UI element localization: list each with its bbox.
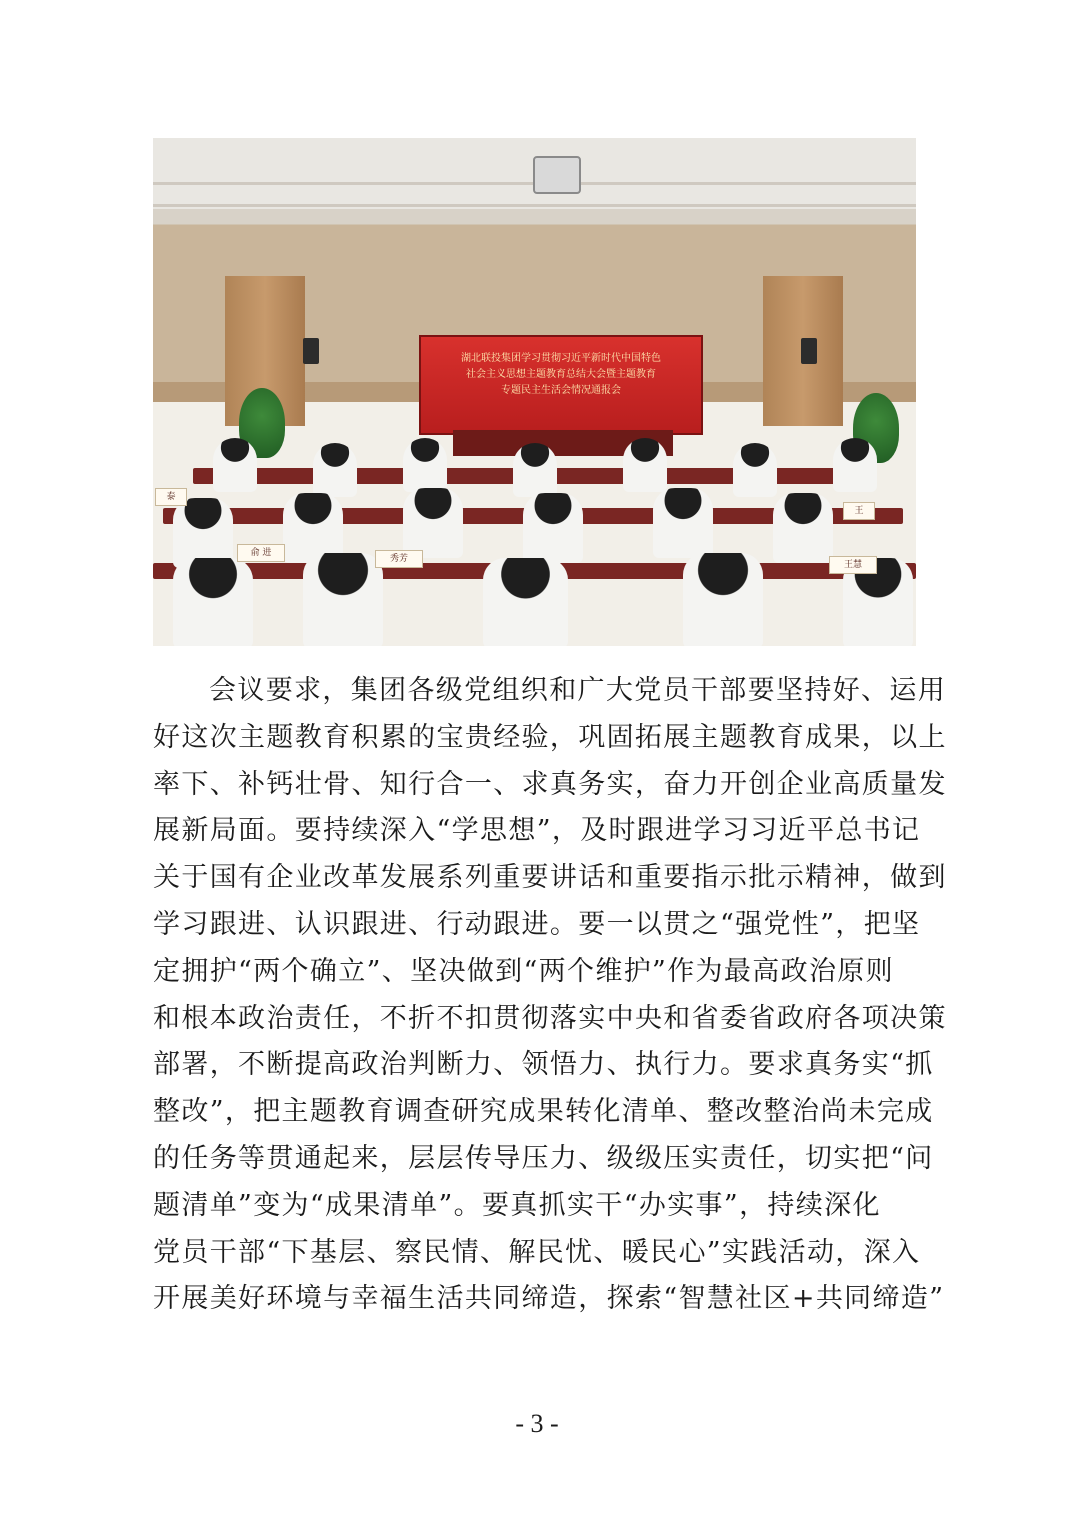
attendee: [513, 443, 557, 497]
attendee: [683, 553, 763, 646]
attendee: [403, 438, 447, 492]
banner-line: 专题民主生活会情况通报会: [501, 385, 621, 396]
nameplate: 秀芳: [375, 550, 423, 568]
article-body: [153, 668, 947, 1323]
body-line: 展新局面。要持续深入“学思想”，及时跟进学习习近平总书记: [153, 815, 921, 847]
attendee: [403, 488, 463, 558]
nameplate: 王慧: [829, 556, 877, 574]
attendee: [623, 438, 667, 492]
body-line: 开展美好环境与幸福生活共同缔造，探索“智慧社区+共同缔造”: [153, 1283, 945, 1315]
attendee: [173, 558, 253, 646]
body-line: 定拥护“两个确立”、坚决做到“两个维护”作为最高政治原则: [153, 955, 895, 987]
body-line: 部署，不断提高政治判断力、领悟力、执行力。要求真务实“抓: [153, 1049, 934, 1081]
body-line: 题清单”变为“成果清单”。要真抓实干“办实事”，持续深化: [153, 1189, 881, 1221]
speaker: [801, 338, 817, 364]
body-line: 党员干部“下基层、察民情、解民忧、暖民心”实践活动，深入: [153, 1236, 921, 1268]
body-line: 的任务等贯通起来，层层传导压力、级级压实责任，切实把“问: [153, 1142, 934, 1174]
nameplate: 泰: [155, 488, 187, 506]
body-line: 和根本政治责任，不折不扣贯彻落实中央和省委省政府各项决策: [153, 1002, 947, 1034]
banner-line: 湖北联投集团学习贯彻习近平新时代中国特色: [461, 353, 661, 364]
nameplate: 俞 进: [237, 544, 285, 562]
attendee: [653, 488, 713, 558]
attendee: [773, 493, 833, 563]
ceiling-camera: [533, 156, 581, 194]
attendee: [213, 438, 257, 492]
body-line: 好这次主题教育积累的宝贵经验，巩固拓展主题教育成果，以上: [153, 721, 947, 753]
body-line: 会议要求，集团各级党组织和广大党员干部要坚持好、运用: [209, 675, 947, 706]
attendee: [523, 493, 583, 563]
attendee: [303, 553, 383, 646]
body-line: 学习跟进、认识跟进、行动跟进。要一以贯之“强党性”，把坚: [153, 908, 921, 940]
nameplate: 王: [843, 502, 875, 520]
meeting-photo: [153, 138, 916, 646]
attendee: [483, 558, 568, 646]
page-number: - 3 -: [515, 1409, 559, 1438]
body-line: 率下、补钙壮骨、知行合一、求真务实，奋力开创企业高质量发: [153, 768, 947, 800]
attendee: [733, 443, 777, 497]
speaker: [303, 338, 319, 364]
ceiling-beam: [153, 204, 916, 207]
banner-line: 社会主义思想主题教育总结大会暨主题教育: [466, 369, 656, 380]
attendee: [833, 438, 877, 492]
meeting-banner-screen: [419, 335, 703, 435]
body-line: 整改”，把主题教育调查研究成果转化清单、整改整治尚未完成: [153, 1096, 934, 1128]
body-line: 关于国有企业改革发展系列重要讲话和重要指示批示精神，做到: [153, 862, 947, 894]
attendee: [313, 443, 357, 497]
